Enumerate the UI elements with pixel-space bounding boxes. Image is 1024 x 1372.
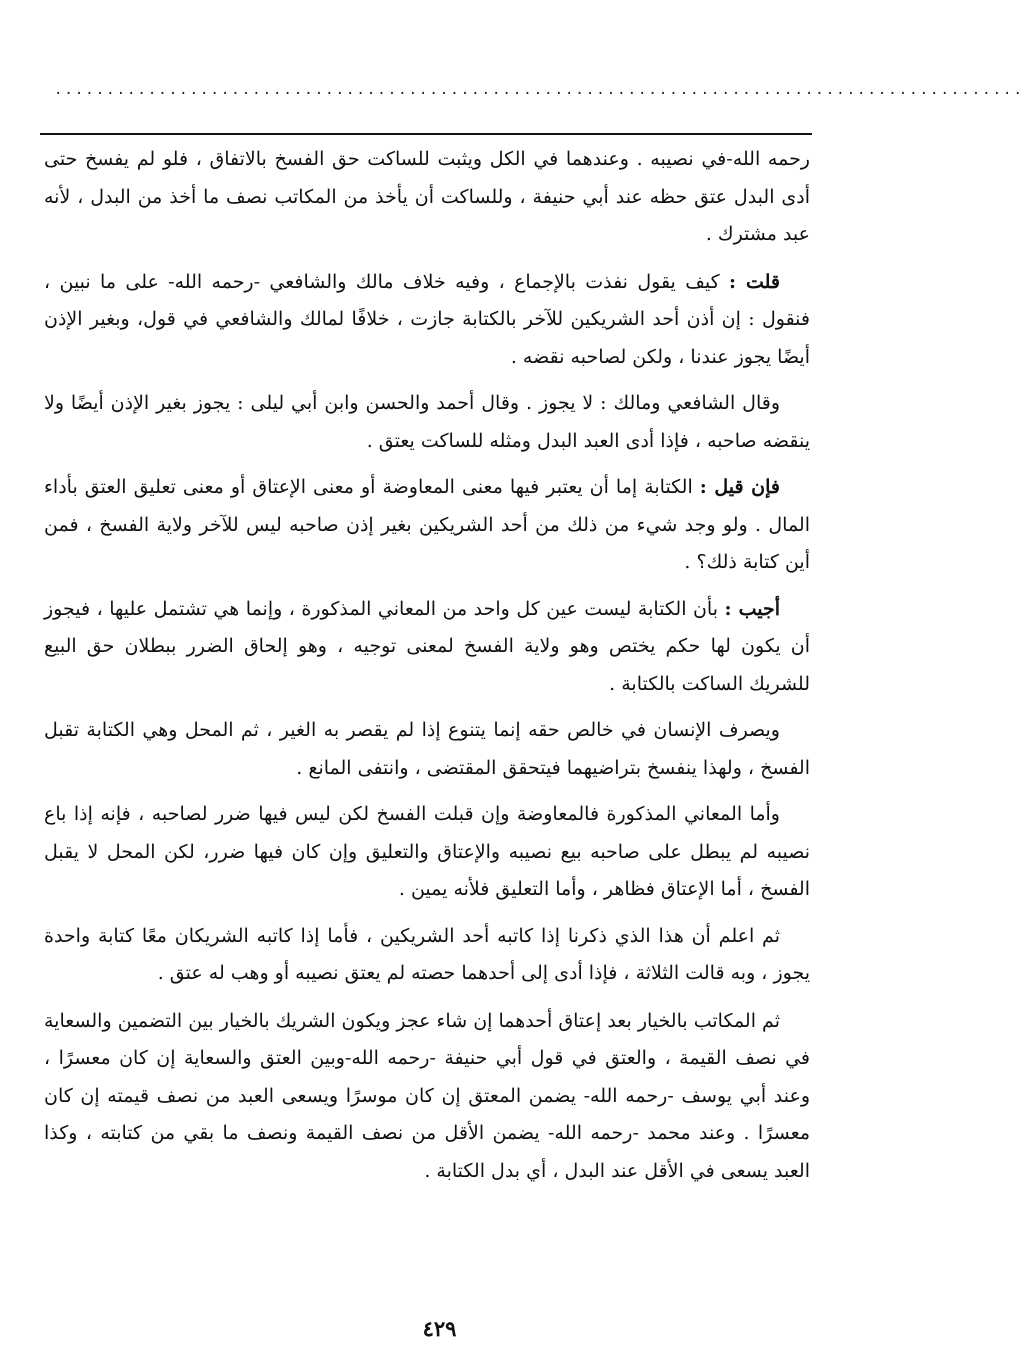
page-number: ٤٢٩ [422, 1316, 457, 1341]
paragraph-8 [44, 918, 810, 993]
paragraph-lead: أجيب : [724, 597, 780, 620]
header-dotted-line: ............................................................................................. [54, 82, 1024, 98]
paragraph-text: ويصرف الإنسان في خالص حقه إنما يتنوع إذا لم يقصر به الغير ، ثم المحل وهي الكتابة تقبل الفسخ ، ولهذا ينفسخ بتراضيهما فيتحقق المقتضى ، وانتفى المانع . [44, 719, 810, 779]
paragraph-lead: قلت : [729, 270, 780, 293]
paragraph-7 [44, 796, 810, 909]
paragraph-text: وقال الشافعي ومالك : لا يجوز . وقال أحمد والحسن وابن أبي ليلى : يجوز بغير الإذن أيضًا ولا ينقضه صاحبه ، فإذا أدى العبد البدل ومثله للساكت يعتق . [44, 392, 810, 452]
paragraph-5 [44, 591, 810, 704]
paragraph-6 [44, 712, 810, 787]
paragraph-4 [44, 469, 810, 582]
paragraph-text: بأن الكتابة ليست عين كل واحد من المعاني المذكورة ، وإنما هي تشتمل عليها ، فيجوز أن يكون لها حكم يختص وهو ولاية الفسخ لمعنى توجيه ، وهو إلحاق الضرر ببطلان حق البيع للشريك الساكت بالكتابة . [44, 597, 810, 695]
paragraph-text: وأما المعاني المذكورة فالمعاوضة وإن قبلت الفسخ لكن ليس فيها ضرر لصاحبه ، فإنه إذا باع نصيبه لم يبطل على صاحبه بيع نصيبه والإعتاق والتعليق وإن كان فيها ضرر، لكن المحل لا يقبل الفسخ ، أما الإعتاق فظاهر ، وأما التعليق فلأنه يمين . [44, 803, 810, 900]
paragraph-9 [44, 1003, 810, 1191]
paragraph-text: رحمه الله-في نصيبه . وعندهما في الكل ويثبت للساكت حق الفسخ بالاتفاق ، فلو لم يفسخ حتى أدى البدل عتق حظه عند أبي حنيفة ، وللساكت أن يأخذ من المكاتب نصف ما أخذ من البدل ، لأنه عبد مشترك . [44, 148, 810, 245]
paragraph-text: كيف يقول نفذت بالإجماع ، وفيه خلاف مالك والشافعي -رحمه الله- على ما نبين ، فنقول : إن أذن أحد الشريكين للآخر بالكتابة جازت ، خلافًا لمالك والشافعي في قول، وبغير الإذن أيضًا يجوز عندنا ، ولكن لصاحبه نقضه . [44, 270, 810, 368]
paragraph-text: الكتابة إما أن يعتبر فيها معنى المعاوضة أو معنى الإعتاق أو معنى تعليق العتق بأداء المال . ولو وجد شيء من ذلك من أحد الشريكين بغير إذن صاحبه ليس للآخر ولاية الفسخ ، فمن أين كتابة ذلك؟ . [44, 476, 810, 573]
paragraph-3 [44, 385, 810, 460]
paragraph-2 [44, 264, 810, 377]
paragraph-text: ثم اعلم أن هذا الذي ذكرنا إذا كاتبه أحد الشريكين ، فأما إذا كاتبه الشريكان معًا كتابة واحدة يجوز ، وبه قالت الثلاثة ، فإذا أدى إلى أحدهما حصته لم يعتق نصيبه أو وهب له عتق . [44, 924, 810, 984]
page-body [44, 141, 810, 1199]
paragraph-lead: فإن قيل : [699, 476, 780, 498]
paragraph-1 [44, 141, 810, 254]
header-rule [40, 133, 812, 135]
paragraph-text: ثم المكاتب بالخيار بعد إعتاق أحدهما إن شاء عجز ويكون الشريك بالخيار بين التضمين والسعاية في نصف القيمة ، والعتق في قول أبي حنيفة -رحمه الله-وبين العتق والسعاية إن كان معسرًا ، وعند أبي يوسف -رحمه الله- يضمن المعتق إن كان موسرًا ويسعى العبد من نصف قيمته إن كان معسرًا . وعند محمد -رحمه الله- يضمن الأقل من نصف القيمة ونصف ما بقي من كتابته ، وكذا العبد يسعى في الأقل عند البدل ، أي بدل الكتابة . [44, 1009, 810, 1182]
